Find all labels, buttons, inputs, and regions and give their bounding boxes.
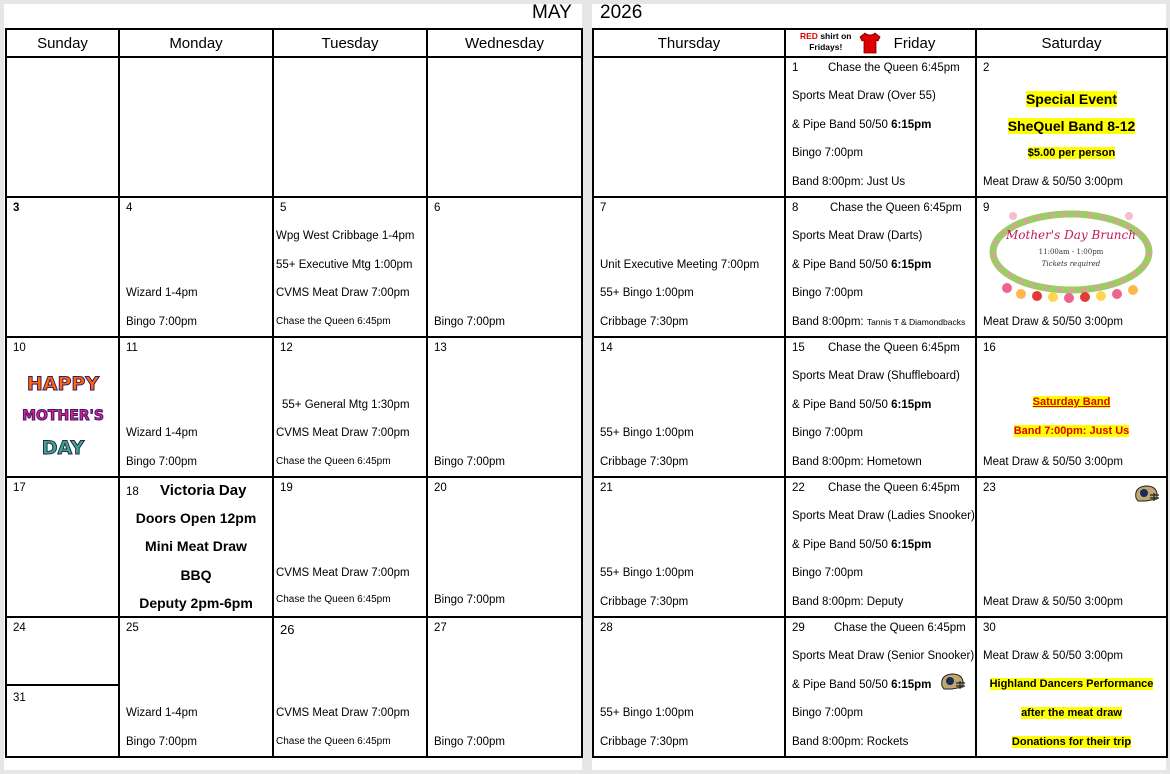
pipe-text: & Pipe Band 50/50 <box>792 119 892 131</box>
event-line: SheQuel Band 8-12 <box>1007 118 1136 134</box>
event-line: Bingo 7:00pm <box>434 316 505 328</box>
event-line: Band 8:00pm: Rockets <box>792 736 909 748</box>
event-line: Cribbage 7:30pm <box>600 736 689 748</box>
day-number: 13 <box>434 342 447 354</box>
day-cell <box>785 477 976 617</box>
event-line: Chase the Queen 6:45pm <box>828 342 960 354</box>
day-cell-empty <box>273 57 427 197</box>
header-thursday: Thursday <box>593 29 785 57</box>
event-line: Band 8:00pm: Deputy <box>792 596 904 608</box>
event-line: Meat Draw & 50/50 3:00pm <box>983 316 1123 328</box>
event-line: Cribbage 7:30pm <box>600 316 689 328</box>
day-cell <box>976 197 1167 337</box>
event-line: Sports Meat Draw (Over 55) <box>792 90 936 102</box>
football-helmet-icon <box>1132 484 1160 504</box>
pipe-time: 6:15pm <box>891 679 932 691</box>
brunch-title: Mother's Day Brunch <box>1005 228 1136 242</box>
weekday-header-row <box>593 29 1167 57</box>
event-line: Chase the Queen 6:45pm <box>276 316 391 327</box>
day-cell <box>427 617 582 757</box>
pipe-text: & Pipe Band 50/50 <box>792 399 892 411</box>
day-cell <box>273 477 427 617</box>
day-number: 1 <box>792 62 799 74</box>
header-friday <box>785 29 976 57</box>
event-line: Band 7:00pm: Just Us <box>1013 425 1130 437</box>
event-line: Wizard 1-4pm <box>126 427 198 439</box>
pipe-text: & Pipe Band 50/50 <box>792 679 892 691</box>
event-line: Bingo 7:00pm <box>792 147 863 159</box>
day-cell-empty <box>6 57 119 197</box>
event-line: Sports Meat Draw (Senior Snooker) <box>792 650 975 662</box>
calendar-left <box>5 28 583 758</box>
event-line: Band 8:00pm: Just Us <box>792 176 906 188</box>
event-line: Bingo 7:00pm <box>792 567 863 579</box>
day-number: 2 <box>983 62 990 74</box>
event-line: Meat Draw & 50/50 3:00pm <box>983 650 1123 662</box>
band-text: Band 8:00pm: <box>792 316 867 328</box>
event-line: Cribbage 7:30pm <box>600 456 689 468</box>
day-number: 16 <box>983 342 996 354</box>
weekday-header-row <box>6 29 582 57</box>
day-number: 25 <box>126 622 139 634</box>
day-cell <box>593 617 785 757</box>
event-line: Chase the Queen 6:45pm <box>276 456 391 467</box>
day-number: 17 <box>13 482 26 494</box>
header-saturday: Saturday <box>976 29 1167 57</box>
day-cell <box>785 337 976 477</box>
event-line: Band 8:00pm: Hometown <box>792 456 922 468</box>
event-title: Saturday Band <box>1032 396 1111 408</box>
header-wednesday: Wednesday <box>427 29 582 57</box>
day-cell <box>273 197 427 337</box>
event-line <box>792 316 965 328</box>
day-number: 18 <box>126 486 139 498</box>
month-title: MAY <box>532 2 572 23</box>
mothers-day-brunch-graphic <box>987 206 1155 304</box>
week-row <box>6 57 582 197</box>
event-line: Mini Meat Draw <box>145 538 247 554</box>
day-number: 28 <box>600 622 613 634</box>
event-line <box>792 119 931 131</box>
event-line: Bingo 7:00pm <box>126 316 197 328</box>
red-shirt-note <box>800 31 851 53</box>
event-line: Chase the Queen 6:45pm <box>276 736 391 747</box>
note-text: shirt on <box>817 31 852 41</box>
day-divider <box>7 684 118 686</box>
special-event <box>977 91 1166 107</box>
event-line: Meat Draw & 50/50 3:00pm <box>983 596 1123 608</box>
holiday-title: Victoria Day <box>160 482 247 499</box>
brunch-note: Tickets required <box>1041 260 1101 268</box>
header-tuesday: Tuesday <box>273 29 427 57</box>
event-line: Sports Meat Draw (Ladies Snooker) <box>792 510 975 522</box>
event-title: Highland Dancers Performance <box>989 678 1154 690</box>
event-line: $5.00 per person <box>1027 147 1116 159</box>
event-line: Bingo 7:00pm <box>434 736 505 748</box>
day-cell <box>976 477 1167 617</box>
event-line: Wizard 1-4pm <box>126 707 198 719</box>
week-row <box>593 337 1167 477</box>
pipe-text: & Pipe Band 50/50 <box>792 259 892 271</box>
day-cell <box>6 337 119 477</box>
football-helmet-icon <box>938 672 966 692</box>
left-page <box>4 4 582 770</box>
year-title: 2026 <box>600 2 643 23</box>
event-line: Chase the Queen 6:45pm <box>828 482 960 494</box>
pipe-time: 6:15pm <box>891 119 932 131</box>
day-number: 12 <box>280 342 293 354</box>
event-line: Meat Draw & 50/50 3:00pm <box>983 176 1123 188</box>
day-number: 11 <box>126 342 138 354</box>
right-page <box>592 4 1166 770</box>
event-line-wrap <box>977 736 1166 748</box>
day-number: 3 <box>13 202 20 214</box>
calendar-right <box>592 28 1168 758</box>
week-row <box>6 337 582 477</box>
event-line: Doors Open 12pm <box>135 510 257 526</box>
day-cell <box>273 337 427 477</box>
day-number: 7 <box>600 202 607 214</box>
day-number: 27 <box>434 622 447 634</box>
day-number: 15 <box>792 342 805 354</box>
day-cell <box>119 197 273 337</box>
day-cell <box>119 477 273 617</box>
event-line: Bingo 7:00pm <box>126 736 197 748</box>
week-row <box>593 57 1167 197</box>
day-number: 23 <box>983 482 996 494</box>
day-number: 5 <box>280 202 287 214</box>
red-word: RED <box>800 31 818 41</box>
week-row <box>593 197 1167 337</box>
event-line: Unit Executive Meeting 7:00pm <box>600 259 760 271</box>
pipe-time: 6:15pm <box>891 399 932 411</box>
day-cell <box>593 477 785 617</box>
day-number: 4 <box>126 202 133 214</box>
day-number: 31 <box>13 692 26 704</box>
event-line: Donations for their trip <box>1011 736 1132 748</box>
day-number: 24 <box>13 622 26 634</box>
event-line: Chase the Queen 6:45pm <box>828 62 960 74</box>
event-line: after the meat draw <box>1021 707 1122 719</box>
event-line: 55+ Bingo 1:00pm <box>600 287 694 299</box>
day-cell-empty <box>427 57 582 197</box>
day-number: 26 <box>280 622 295 637</box>
event-line-wrap <box>977 147 1166 159</box>
event-line: Bingo 7:00pm <box>434 456 505 468</box>
day-number: 19 <box>280 482 293 494</box>
day-cell <box>427 197 582 337</box>
day-number: 30 <box>983 622 996 634</box>
event-line <box>792 679 931 691</box>
art-word: HAPPY <box>26 373 100 395</box>
happy-mothers-day-art <box>13 368 113 468</box>
event-line: Wizard 1-4pm <box>126 287 198 299</box>
day-cell <box>976 337 1167 477</box>
event-line: 55+ General Mtg 1:30pm <box>282 399 410 411</box>
event-line: CVMS Meat Draw 7:00pm <box>276 707 410 719</box>
day-cell <box>6 477 119 617</box>
day-number: 21 <box>600 482 613 494</box>
day-cell <box>273 617 427 757</box>
event-line: 55+ Bingo 1:00pm <box>600 707 694 719</box>
event-line: Chase the Queen 6:45pm <box>276 594 391 605</box>
day-number: 29 <box>792 622 805 634</box>
day-number: 8 <box>792 202 799 214</box>
header-sunday: Sunday <box>6 29 119 57</box>
event-line: 55+ Bingo 1:00pm <box>600 567 694 579</box>
day-cell <box>785 57 976 197</box>
day-cell <box>6 617 119 757</box>
day-cell <box>6 197 119 337</box>
brunch-time: 11:00am - 1:00pm <box>1038 248 1104 256</box>
art-word: MOTHER'S <box>22 408 104 424</box>
day-cell <box>119 617 273 757</box>
event-line: Deputy 2pm-6pm <box>139 595 253 611</box>
event-line-wrap <box>977 118 1166 134</box>
day-number: 22 <box>792 482 805 494</box>
event-line: Meat Draw & 50/50 3:00pm <box>983 456 1123 468</box>
event-line: Bingo 7:00pm <box>126 456 197 468</box>
week-row <box>6 197 582 337</box>
day-number: 20 <box>434 482 447 494</box>
event-line: 55+ Bingo 1:00pm <box>600 427 694 439</box>
day-cell <box>593 337 785 477</box>
event-line: CVMS Meat Draw 7:00pm <box>276 567 410 579</box>
day-cell <box>427 477 582 617</box>
event-line: Bingo 7:00pm <box>792 707 863 719</box>
day-cell <box>427 337 582 477</box>
day-cell <box>785 617 976 757</box>
event-line: Cribbage 7:30pm <box>600 596 689 608</box>
event-line: Wpg West Cribbage 1-4pm <box>276 230 415 242</box>
day-cell <box>976 617 1167 757</box>
day-number: 14 <box>600 342 613 354</box>
pipe-time: 6:15pm <box>891 539 932 551</box>
event-title: Special Event <box>1025 91 1118 107</box>
event-line: Bingo 7:00pm <box>792 427 863 439</box>
pipe-time: 6:15pm <box>891 259 932 271</box>
event-line: 55+ Executive Mtg 1:00pm <box>276 259 413 271</box>
event-line <box>792 399 931 411</box>
day-cell <box>785 197 976 337</box>
week-row <box>593 477 1167 617</box>
day-cell <box>119 337 273 477</box>
event-line-wrap <box>977 425 1166 437</box>
art-word: DAY <box>41 437 85 459</box>
day-number: 9 <box>983 202 990 214</box>
day-number: 10 <box>13 342 26 354</box>
event-line-wrap <box>977 707 1166 719</box>
week-row <box>6 477 582 617</box>
event-line: CVMS Meat Draw 7:00pm <box>276 287 410 299</box>
red-shirt-icon <box>858 32 882 54</box>
event-line <box>792 259 931 271</box>
event-line-wrap <box>977 396 1166 408</box>
event-line: Chase the Queen 6:45pm <box>834 622 966 634</box>
event-line: Sports Meat Draw (Shuffleboard) <box>792 370 960 382</box>
day-cell <box>976 57 1167 197</box>
pipe-text: & Pipe Band 50/50 <box>792 539 892 551</box>
event-line: BBQ <box>180 567 212 583</box>
day-cell-empty <box>593 57 785 197</box>
event-line: Bingo 7:00pm <box>434 594 505 606</box>
day-cell-empty <box>119 57 273 197</box>
week-row <box>6 617 582 757</box>
week-row <box>593 617 1167 757</box>
header-monday: Monday <box>119 29 273 57</box>
event-line: Chase the Queen 6:45pm <box>830 202 962 214</box>
event-line: Sports Meat Draw (Darts) <box>792 230 923 242</box>
day-number: 6 <box>434 202 441 214</box>
event-line <box>792 539 931 551</box>
header-friday-label: Friday <box>893 34 936 52</box>
note-text: Fridays! <box>809 42 843 52</box>
event-line: CVMS Meat Draw 7:00pm <box>276 427 410 439</box>
band-name: Tannis T & Diamondbacks <box>866 317 966 327</box>
day-cell <box>593 197 785 337</box>
event-line-wrap <box>977 678 1166 690</box>
event-line: Bingo 7:00pm <box>792 287 863 299</box>
